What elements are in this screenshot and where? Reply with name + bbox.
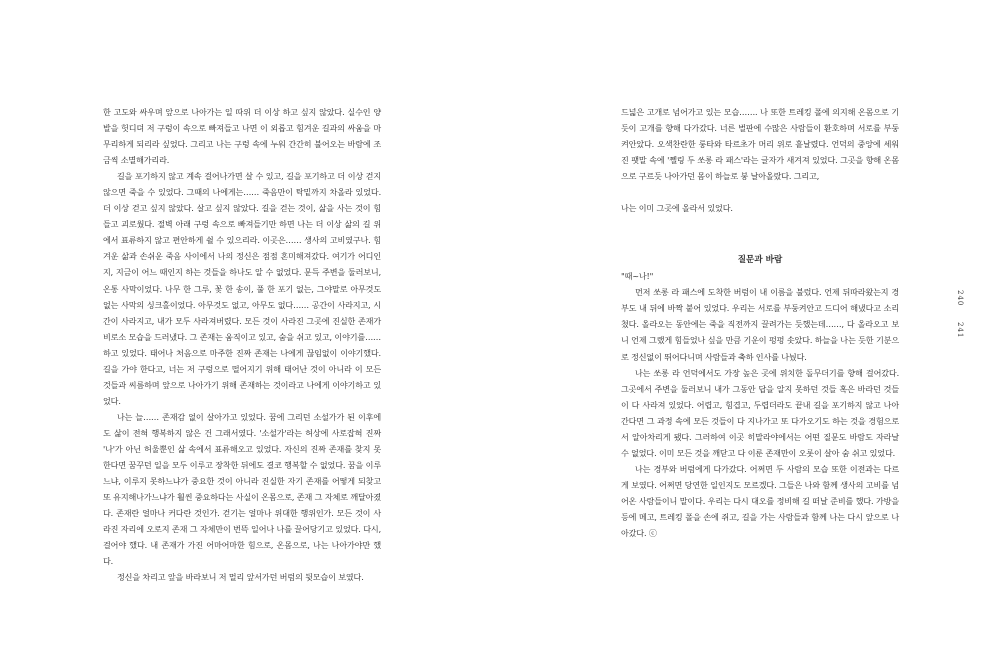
left-page (103, 104, 381, 585)
paragraph: 나는 늘…… 존재감 없이 살아가고 있었다. 꿈에 그리던 소설가가 된 이후에도 삶이 전혀 행복하지 않은 건 그래서였다. '소설가'라는 허상에 사로잡혀 진짜 '나'가 아닌 허울뿐인 삶 속에서 표류해오고 있었다. 자신의 진짜 존재를 찾지 못한다면 꿈꾸던 일을 모두 이루고 장착한 뒤에도 결코 행복할 수 없었다. 꿈을 이루느냐, 이루지 못하느냐가 중요한 것이 아니라 진실한 자기 존재를 어떻게 되찾고 또 유지해나가느냐가 훨씬 중요하다는 사실이 온몸으로, 존재 그 자체로 깨달아졌다. 존재란 얼마나 커다란 것인가. 걷기는 얼마나 위대한 행위인가. 모든 것이 사라진 자리에 오로지 존재 그 자체만이 번뜩 일어나 나를 끌어당기고 있었다. 다시, 걸어야 했다. 내 존재가 가진 어마어마한 힘으로, 온몸으로, 나는 나아가야만 했다. (103, 411, 381, 567)
paragraph: 한 고도와 싸우며 앞으로 나아가는 일 따위 더 이상 하고 싶지 않았다. 실수인 양 발을 헛디뎌 저 구렁이 속으로 빠져들고 나면 이 외롭고 힘겨운 길과의 싸움을 마무리하게 되리라 싶었다. 그리고 나는 구렁 속에 누워 간간히 불어오는 바람에 조금씩 소멸해가리라. (103, 107, 381, 166)
paragraph: 먼저 쏘롱 라 패스에 도착한 버럼이 내 이름을 불렀다. 언제 뒤따라왔는지 경부도 내 뒤에 바짝 붙어 있었다. 우리는 서로를 부둥켜안고 드디어 해냈다고 소리쳤다. 올라오는 동안에는 죽을 직전까지 끌려가는 듯했는데……, 다 올라오고 보니 언제 그랬게 힘들었나 싶을 만큼 기운이 펑펑 솟았다. 하늘을 나는 듯한 기분으로 정신없이 뛰어다니며 사람들과 축하 인사를 나눴다. (621, 287, 899, 362)
paragraph: 정신을 차리고 앞을 바라보니 저 멀리 앞서가던 버럼의 뒷모습이 보였다. (117, 572, 364, 583)
right-page (621, 104, 899, 541)
paragraph: "때~나!" (621, 271, 654, 282)
section-title: 질문과 바람 (737, 255, 783, 266)
paragraph: 길을 포기하지 않고 계속 걸어나가면 살 수 있고, 길을 포기하고 더 이상 걷지 않으면 죽을 수 있었다. 그때의 나에게는…… 죽음만이 탁밑까지 차올라 있었다. 더 이상 걷고 싶지 않았다. 살고 싶지 않았다. 길을 걷는 것이, 삶을 사는 것이 힘들고 괴로웠다. 절벽 아래 구렁 속으로 빠져들기만 하면 나는 더 이상 삶의 길 위에서 표류하지 않고 편안하게 쉴 수 있으리라. 이곳은…… 생사의 고비였구나. 힘겨운 삶과 손쉬운 죽음 사이에서 나의 정신은 점점 혼미해져갔다. 여기가 어디인지, 지금이 어느 때인지 하는 것들을 하나도 알 수 없었다. 문득 주변을 둘러보니, 온통 사막이었다. 나무 한 그루, 꽃 한 송이, 풀 한 포기 없는, 그야말로 아무것도 없는 사막의 싱크홀이었다. 아무것도 없고, 아무도 없다…… 공간이 사라지고, 시간이 사라지고, 내가 모두 사라져버렸다. 모든 것이 사라진 그곳에 진실한 존재가 비로소 모습을 드러냈다. 그 존재는 움직이고 있고, 숨을 쉬고 있고, 이야기를…… 하고 있었다. 태어나 처음으로 마주한 진짜 존재는 나에게 끊임없이 이야기했다. 길을 가야 한다고, 너는 저 구렁으로 떨어지기 위해 태어난 것이 아니라 이 모든 것들과 씨름하며 앞으로 나아가기 위해 존재하는 것이라고 나에게 이야기하고 있었다. (103, 171, 381, 406)
paragraph: 나는 경부와 버럼에게 다가갔다. 어쩌면 두 사람의 모습 또한 이전과는 다르게 보였다. 어쩌면 당연한 일인지도 모르겠다. 그들은 나와 함께 생사의 고비를 넘어온 사람들이니 말이다. 우리는 다시 대오를 정비해 길 떠날 준비를 했다. 가방을 등에 메고, 트레킹 폴을 손에 쥐고, 길을 가는 사람들과 함께 나는 다시 앞으로 나아갔다. ⓒ (621, 463, 899, 539)
paragraph: 나는 쏘롱 라 언덕에서도 가장 높은 곳에 위치한 돌무더기를 향해 걸어갔다. 그곳에서 주변을 둘러보니 내가 그동안 답을 알지 못하던 것들 혹은 바라던 것들이 다 사라져 있었다. 어렵고, 힘겹고, 두렵더라도 끝내 길을 포기하지 않고 나아간다면 그 과정 속에 모든 것들이 다 지나가고 또 다가오기도 하는 것을 경험으로서 알아차리게 됐다. 그러하여 이곳 히말라야에서는 어떤 질문도 바람도 자라날 수 없었다. 이미 모든 것을 깨닫고 다 이룬 존재만이 오롯이 살아 숨 쉬고 있었다. (621, 367, 899, 458)
standalone-line: 나는 이미 그곳에 올라서 있었다. (621, 203, 733, 214)
page-number-right: 241 (956, 322, 964, 339)
paragraph: 드넓은 고개로 넘어가고 있는 모습……. 나 또한 트레킹 폴에 의지해 온몸으로 기듯이 고개를 향해 다가갔다. 너른 벌판에 수많은 사람들이 환호하며 서로를 부둥켜안았다. 오색찬란한 룽타와 타르초가 머리 위로 흩날렸다. 언덕의 중앙에 세워진 팻말 속에 '쩰링 두 쏘롱 라 패스'라는 글자가 새겨져 있었다. 그곳을 향해 온몸으로 구르듯 나아가던 몸이 하늘로 붕 날아올랐다. 그리고, (621, 107, 899, 182)
page-number-left: 240 (956, 290, 964, 307)
